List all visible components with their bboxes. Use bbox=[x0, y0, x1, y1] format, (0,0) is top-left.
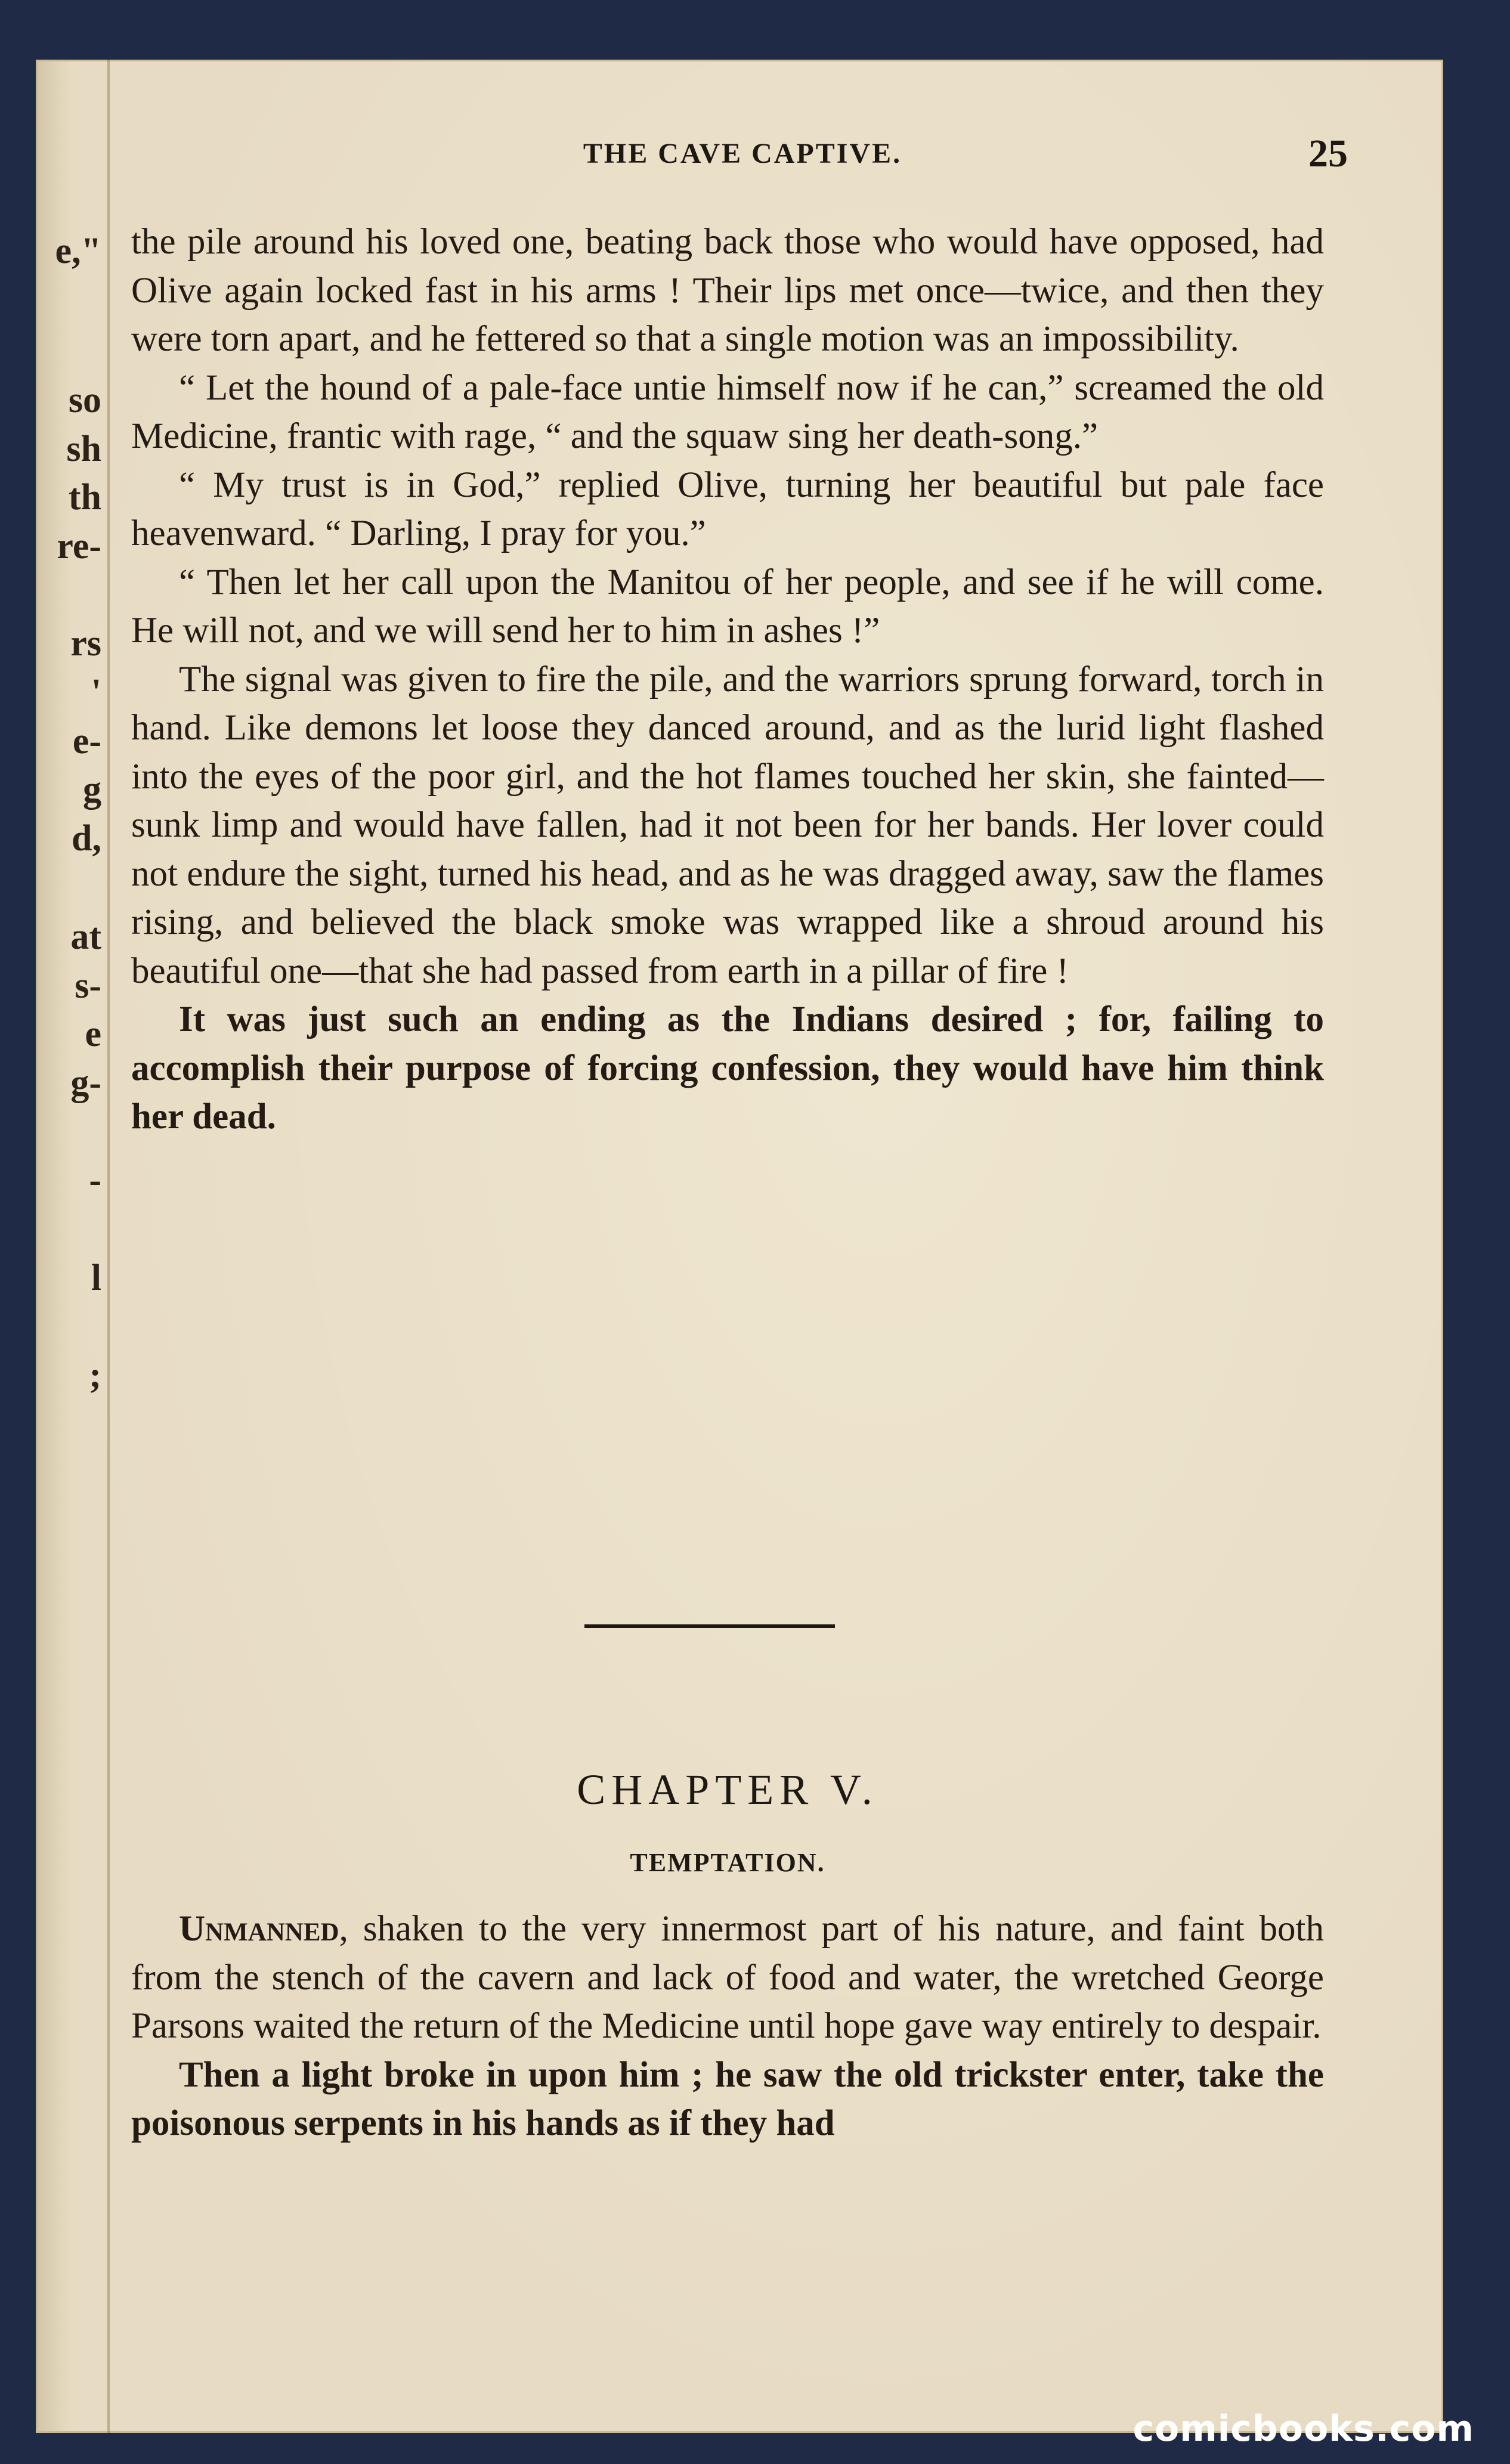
watermark: comicbooks.com bbox=[1132, 2408, 1474, 2450]
prev-page-fragment: g bbox=[83, 769, 101, 810]
prev-page-fragment: e bbox=[85, 1014, 101, 1054]
prev-page-fragment: - bbox=[89, 1160, 101, 1200]
chapter-text bbox=[131, 1905, 1324, 2148]
prev-page-fragment: ; bbox=[89, 1355, 101, 1395]
prev-page-fragment: e- bbox=[72, 721, 101, 762]
prev-page-fragment: ' bbox=[91, 672, 101, 713]
book-page bbox=[36, 60, 1443, 2433]
prev-page-fragment: g- bbox=[70, 1063, 101, 1103]
prev-page-fragment: so bbox=[68, 380, 101, 420]
facing-page-edge bbox=[36, 60, 110, 2433]
prev-page-fragment: re- bbox=[57, 526, 101, 567]
prev-page-fragment: th bbox=[68, 477, 101, 518]
running-title: THE CAVE CAPTIVE. bbox=[583, 138, 902, 169]
prev-page-fragment: d, bbox=[72, 818, 101, 859]
page-number: 25 bbox=[1308, 132, 1348, 175]
chapter-paragraph: Then a light broke in upon him ; he saw the old trickster enter, take the poisonous serpents in his hands as if they had bbox=[131, 2054, 1324, 2143]
prev-page-fragment: s- bbox=[75, 965, 101, 1006]
paragraph-text: It was just such an ending as the Indians desired ; for, failing to accomplish their purpose of forcing confession, they bbox=[131, 999, 1324, 1088]
body-paragraph: “ Let the hound of a pale-face untie himself now if he can,” screamed the old Medicine, frantic with rage, “ and the squaw sing her death-song.” bbox=[131, 367, 1324, 456]
body-text bbox=[131, 218, 1324, 1141]
paragraph-text: , shaken to the very innermost part of his nature, and faint both from the stench of the cavern and lack of food and water, the wretched George Parsons waited the return of the Medicine until hope gave way entirely to despair. bbox=[131, 1909, 1324, 2046]
section-rule bbox=[584, 1624, 835, 1628]
prev-page-fragment: at bbox=[70, 917, 101, 957]
body-paragraph bbox=[131, 995, 1324, 1141]
chapter-subtitle: TEMPTATION. bbox=[630, 1848, 825, 1877]
chapter-heading: CHAPTER V. bbox=[577, 1766, 878, 1813]
body-paragraph: The signal was given to fire the pile, and the warriors sprung forward, torch in hand. Like demons let loose they danced around, and as the lurid light flashed into the eyes of the poor girl, and the hot flames touched her skin, she fainted—sunk limp and would have fallen, had it not been for her bands. Her lover could not endure the sight, turned his head, and as he was dragged away, saw the flames rising, and believed the black smoke was wrapped like a shroud around his beautiful one—that she had passed from earth in a pillar of fire ! bbox=[131, 659, 1324, 991]
paragraph-text: would have him think her dead. bbox=[131, 1048, 1325, 1137]
prev-page-fragment: sh bbox=[66, 429, 101, 469]
prev-page-fragment: rs bbox=[70, 623, 101, 664]
lead-word: Unmanned bbox=[179, 1909, 339, 1949]
body-paragraph: “ My trust is in God,” replied Olive, turning her beautiful but pale face heavenward. “ Darling, I pray for you.” bbox=[131, 465, 1324, 553]
body-paragraph: the pile around his loved one, beating back those who would have opposed, had Olive again locked fast in his arms ! Their lips met once—twice, and then they were torn apart, and he fettered so that a single motion was an impossibility. bbox=[131, 222, 1324, 359]
prev-page-fragment: e," bbox=[55, 231, 101, 271]
running-head bbox=[137, 131, 1348, 179]
prev-page-fragment: l bbox=[91, 1258, 101, 1298]
body-paragraph: “ Then let her call upon the Manitou of her people, and see if he will come. He will not, and we will send her to him in ashes !” bbox=[131, 562, 1324, 651]
chapter-paragraph bbox=[131, 1905, 1324, 2051]
